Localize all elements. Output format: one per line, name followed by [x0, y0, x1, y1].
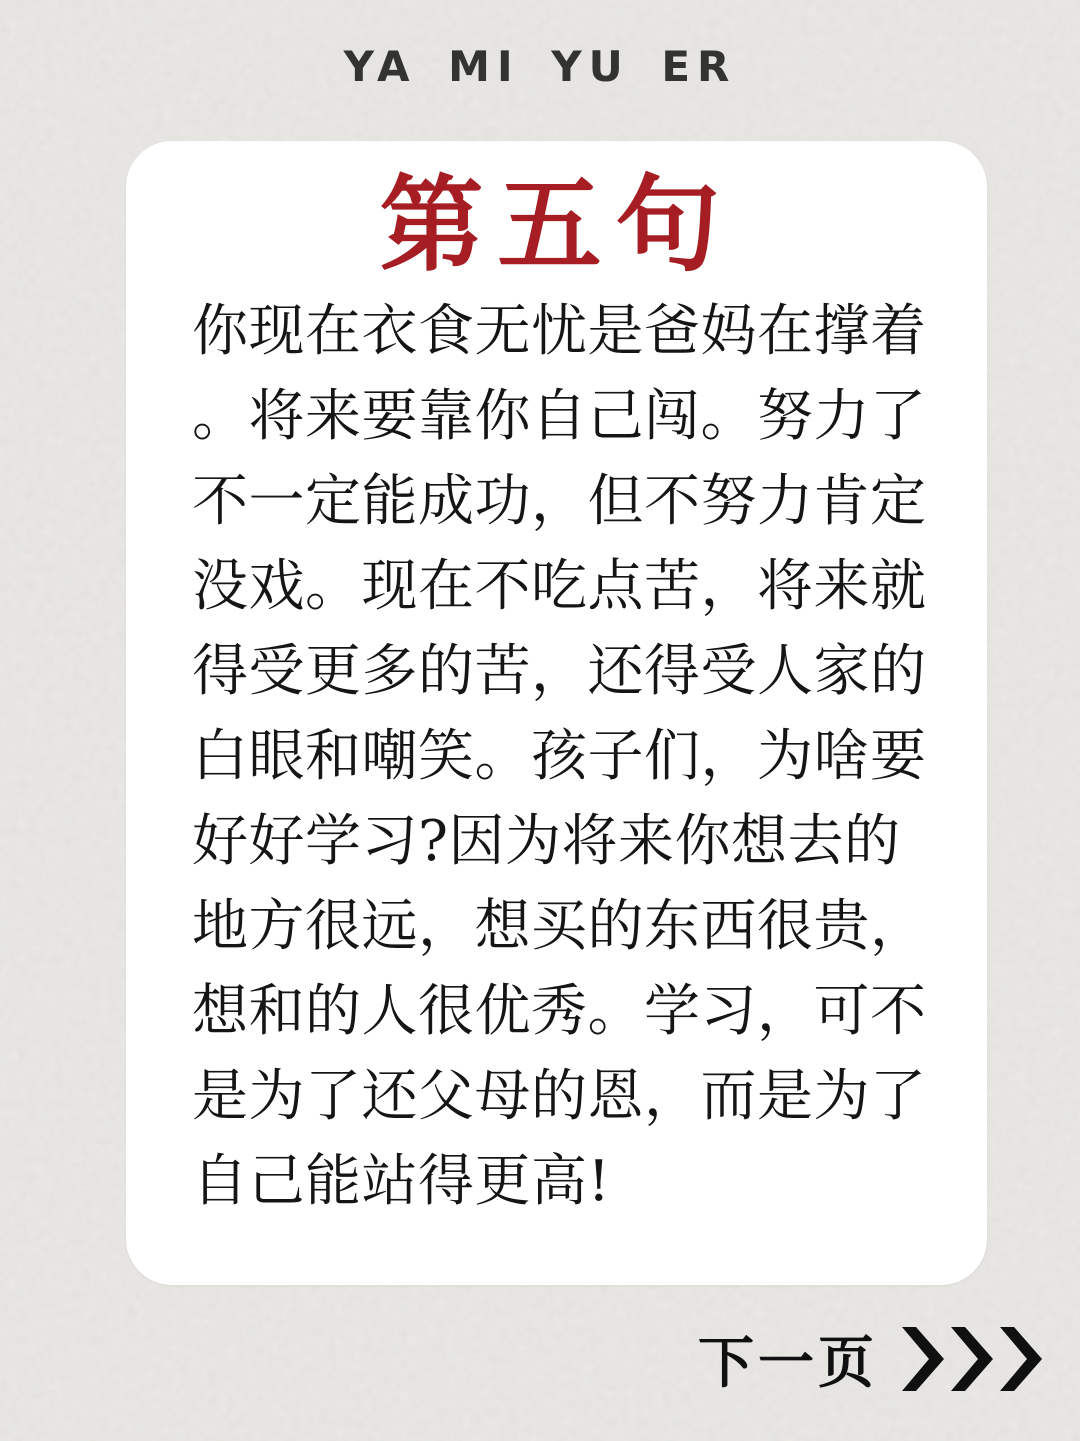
chevron-right-icon — [902, 1327, 944, 1391]
quote-line: 。将来要靠你自己闯。努力了 — [192, 384, 927, 449]
quote-line: 好好学习?因为将来你想去的 — [192, 809, 901, 874]
chevron-right-icon — [1000, 1327, 1042, 1391]
quote-line: 得受更多的苦，还得受人家的 — [192, 639, 927, 704]
quote-line: 白眼和嘲笑。孩子们，为啥要 — [192, 724, 927, 789]
quote-line: 是为了还父母的恩，而是为了 — [192, 1064, 927, 1129]
quote-line: 地方很远，想买的东西很贵， — [192, 894, 927, 959]
page-title: 第五句 — [379, 164, 734, 286]
quote-card — [126, 141, 987, 1285]
next-page-label: 下一页 — [698, 1331, 878, 1396]
quote-line: 不一定能成功，但不努力肯定 — [192, 469, 927, 534]
quote-line: 想和的人很优秀。学习，可不 — [192, 979, 927, 1044]
next-page-button[interactable] — [698, 1319, 1042, 1399]
quote-line: 你现在衣食无忧是爸妈在撑着 — [192, 299, 927, 364]
quote-line: 没戏。现在不吃点苦，将来就 — [192, 554, 927, 619]
chevron-right-icons — [902, 1327, 1042, 1391]
quote-line: 自己能站得更高! — [192, 1149, 611, 1214]
brand-header: YA MI YU ER — [343, 42, 737, 91]
quote-text — [192, 289, 932, 1224]
chevron-right-icon — [951, 1327, 993, 1391]
